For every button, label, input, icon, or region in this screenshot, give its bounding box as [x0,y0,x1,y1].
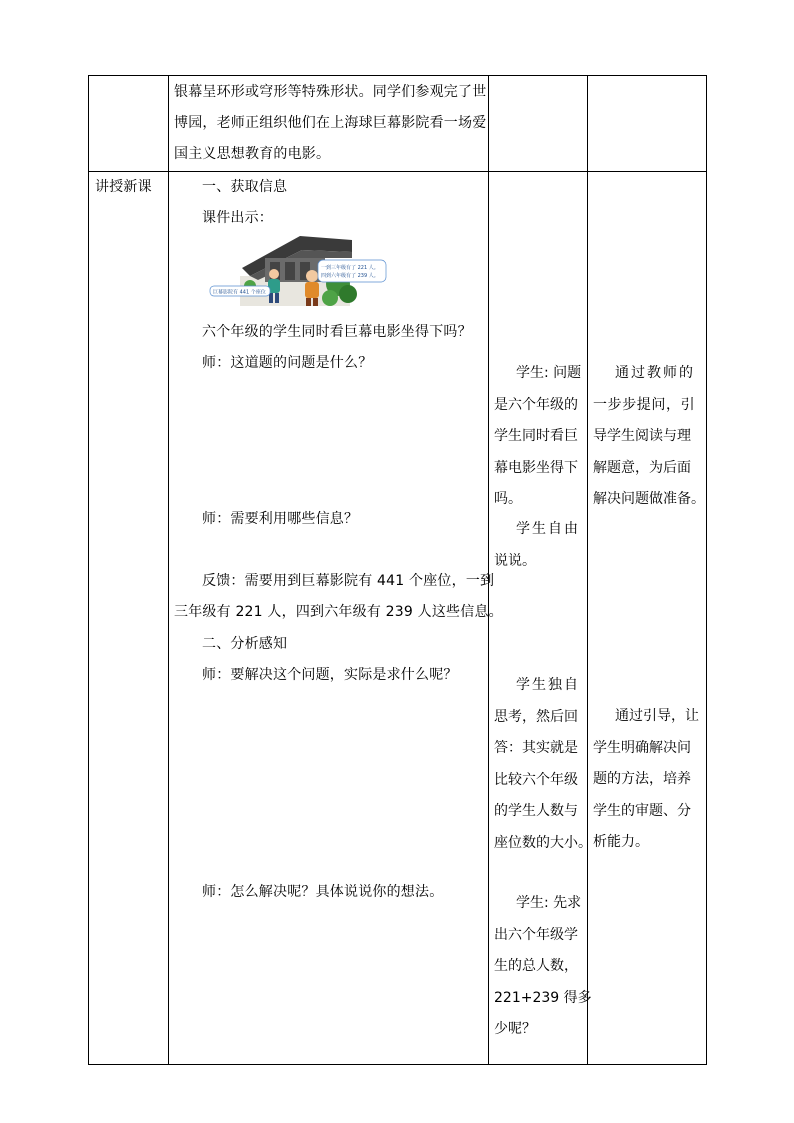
intro-line-1: 银幕呈环形或穹形等特殊形状。同学们参观完了世 [174,84,487,100]
design-intent-2-line: 题的方法，培养 [593,771,691,787]
table-left-border [88,75,89,1065]
row-divider [88,171,707,172]
student-answer-4-line: 少呢？ [494,1021,536,1037]
student-answer-1 [494,358,581,516]
student-answer-2-line: 学生自由 [516,521,580,537]
student-answer-2-line: 说说。 [494,552,536,569]
student-answer-3 [494,670,592,859]
student-answer-4-line: 221+239 得多 [494,989,592,1006]
design-intent-1 [593,358,705,516]
cinema-illustration [210,236,379,308]
student-answer-4 [494,888,592,1046]
student-answer-4-line: 生的总人数， [494,958,578,974]
student-answer-1-line: 幕电影坐得下 [494,459,578,476]
student-answer-3-line: 思考，然后回 [494,708,578,725]
student-answer-4-line: 学生: 先求 [516,895,582,911]
bubble-seats-text: 巨幕影院有 441 个座位 [213,289,266,296]
design-intent-1-line: 通过教师的 [615,365,695,381]
student-answer-3-line: 答：其实就是 [494,740,578,756]
design-intent-2-line: 学生明确解决问 [593,739,691,756]
section-heading-1: 一、获取信息 [202,179,288,195]
teacher-question-2: 师：需要利用哪些信息？ [202,511,359,527]
student-answer-1-line: 是六个年级的 [494,396,578,413]
section-heading-2: 二、分析感知 [202,636,288,652]
bubble-grade46-text: 四到六年级有了 239 人。 [321,273,379,279]
student-answer-1-line: 学生: 问题 [516,365,582,381]
table-bottom-border [88,1064,707,1065]
teacher-question-3: 师：要解决这个问题，实际是求什么呢？ [202,667,458,683]
problem-question: 六个年级的学生同时看巨幕电影坐得下吗？ [202,324,472,340]
feedback-line-2: 三年级有 221 人，四到六年级有 239 人这些信息。 [174,604,503,620]
design-intent-1-line: 解题意，为后面 [593,459,691,476]
table-top-border [88,75,707,76]
student-answer-1-line: 学生同时看巨 [494,428,578,444]
design-intent-1-line: 解决问题做准备。 [593,491,705,507]
design-intent-2-line: 学生的审题、分 [593,802,691,819]
student-answer-3-line: 比较六个年级 [494,771,578,788]
column-divider-1 [168,75,169,1065]
intro-line-2: 博园，老师正组织他们在上海球巨幕影院看一场爱 [174,115,487,131]
student-answer-3-line: 的学生人数与 [494,803,578,819]
student-answer-3-line: 座位数的大小。 [494,834,592,851]
row-label: 讲授新课 [95,179,152,195]
table-right-border [706,75,707,1065]
teacher-question-1: 师：这道题的问题是什么？ [202,355,373,371]
student-answer-4-line: 出六个年级学 [494,926,578,943]
design-intent-2-line: 析能力。 [593,834,649,850]
design-intent-2 [593,701,699,859]
teacher-question-4: 师：怎么解决呢？具体说说你的想法。 [202,884,444,900]
bubble-grade13-text: 一到三年级有了 221 人。 [321,265,379,271]
student-answer-2 [494,514,580,577]
design-intent-2-line: 通过引导，让 [615,708,699,724]
design-intent-1-line: 导学生阅读与理 [593,428,691,444]
student-answer-3-line: 学生独自 [516,677,580,693]
design-intent-1-line: 一步步提问，引 [593,396,696,413]
student-answer-1-line: 吗。 [494,491,522,507]
courseware-label: 课件出示： [202,210,273,226]
intro-line-3: 国主义思想教育的电影。 [174,146,331,162]
feedback-line-1: 反馈：需要用到巨幕影院有 441 个座位，一到 [202,573,495,589]
